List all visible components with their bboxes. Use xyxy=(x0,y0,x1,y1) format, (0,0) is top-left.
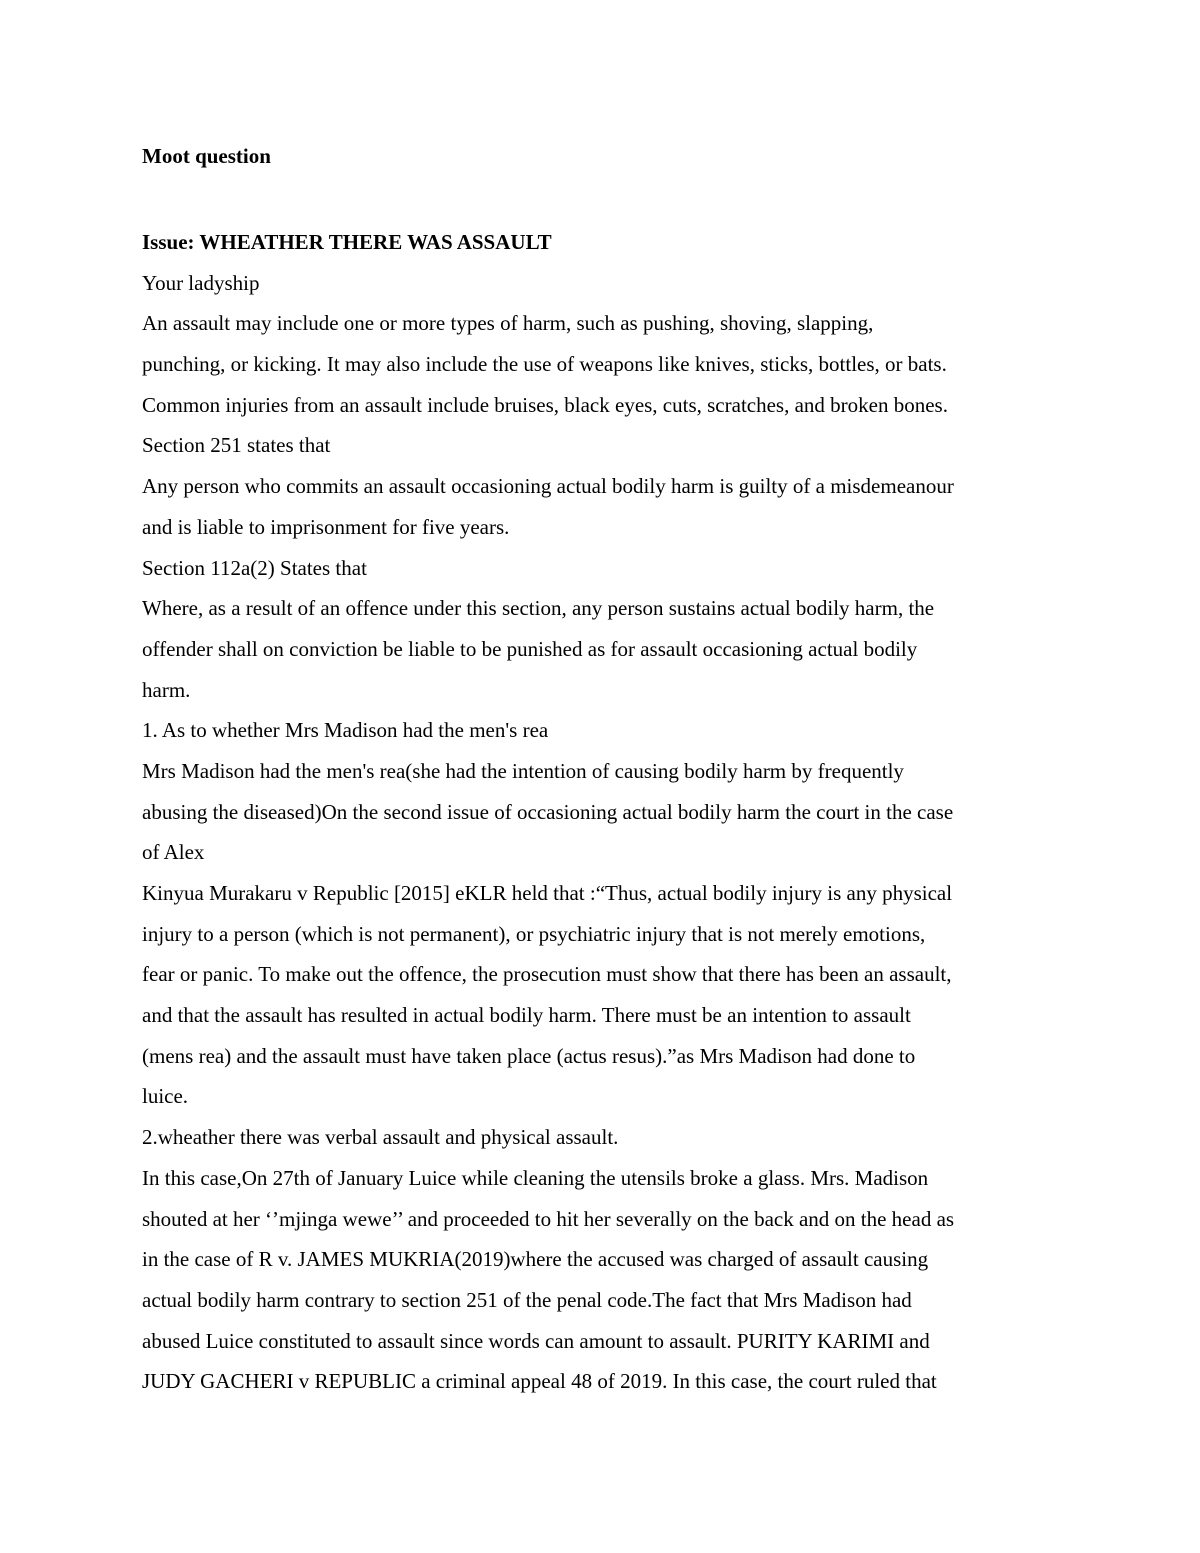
text-line: An assault may include one or more types of harm, such as pushing, shoving, slapping, xyxy=(142,311,874,336)
text-line: luice. xyxy=(142,1084,189,1109)
document-body xyxy=(142,222,1072,1402)
text-line: shouted at her ‘’mjinga wewe’’ and proceeded to hit her severally on the back and on the head as xyxy=(142,1206,955,1231)
document-title: Moot question xyxy=(142,144,271,168)
text-line: Common injuries from an assault include bruises, black eyes, cuts, scratches, and broken bones. xyxy=(142,392,948,417)
text-line: Mrs Madison had the men's rea(she had the intention of causing bodily harm by frequently xyxy=(142,758,904,783)
text-line: punching, or kicking. It may also include the use of weapons like knives, sticks, bottles, or bats. xyxy=(142,352,947,377)
text-line: 2.wheather there was verbal assault and physical assault. xyxy=(142,1125,619,1150)
text-line: abusing the diseased)On the second issue of occasioning actual bodily harm the court in the case xyxy=(142,799,954,824)
text-line: offender shall on conviction be liable to be punished as for assault occasioning actual bodily xyxy=(142,636,918,661)
text-line: JUDY GACHERI v REPUBLIC a criminal appeal 48 of 2019. In this case, the court ruled that xyxy=(142,1369,937,1394)
text-line: injury to a person (which is not permanent), or psychiatric injury that is not merely emotions, xyxy=(142,921,926,946)
text-line: Where, as a result of an offence under this section, any person sustains actual bodily harm, the xyxy=(142,596,935,621)
text-line: Section 251 states that xyxy=(142,433,331,458)
text-line: Any person who commits an assault occasioning actual bodily harm is guilty of a misdemeanour xyxy=(142,474,954,499)
text-line: Section 112a(2) States that xyxy=(142,555,367,580)
issue-heading: Issue: WHEATHER THERE WAS ASSAULT xyxy=(142,230,552,254)
text-line: of Alex xyxy=(142,840,205,865)
text-line: fear or panic. To make out the offence, the prosecution must show that there has been an assault, xyxy=(142,962,952,987)
text-line: In this case,On 27th of January Luice while cleaning the utensils broke a glass. Mrs. Madison xyxy=(142,1165,929,1190)
text-line: 1. As to whether Mrs Madison had the men's rea xyxy=(142,718,549,743)
text-line: (mens rea) and the assault must have taken place (actus resus).”as Mrs Madison had done to xyxy=(142,1043,916,1068)
text-line: and that the assault has resulted in actual bodily harm. There must be an intention to assault xyxy=(142,1003,911,1028)
text-line: abused Luice constituted to assault since words can amount to assault. PURITY KARIMI and xyxy=(142,1328,930,1353)
text-line: and is liable to imprisonment for five years. xyxy=(142,514,510,539)
text-line: in the case of R v. JAMES MUKRIA(2019)where the accused was charged of assault causing xyxy=(142,1247,929,1272)
text-line: Your ladyship xyxy=(142,270,260,295)
text-line: Kinyua Murakaru v Republic [2015] eKLR held that :“Thus, actual bodily injury is any physical xyxy=(142,881,953,905)
text-line: harm. xyxy=(142,677,191,702)
text-line: actual bodily harm contrary to section 251 of the penal code.The fact that Mrs Madison had xyxy=(142,1287,912,1312)
